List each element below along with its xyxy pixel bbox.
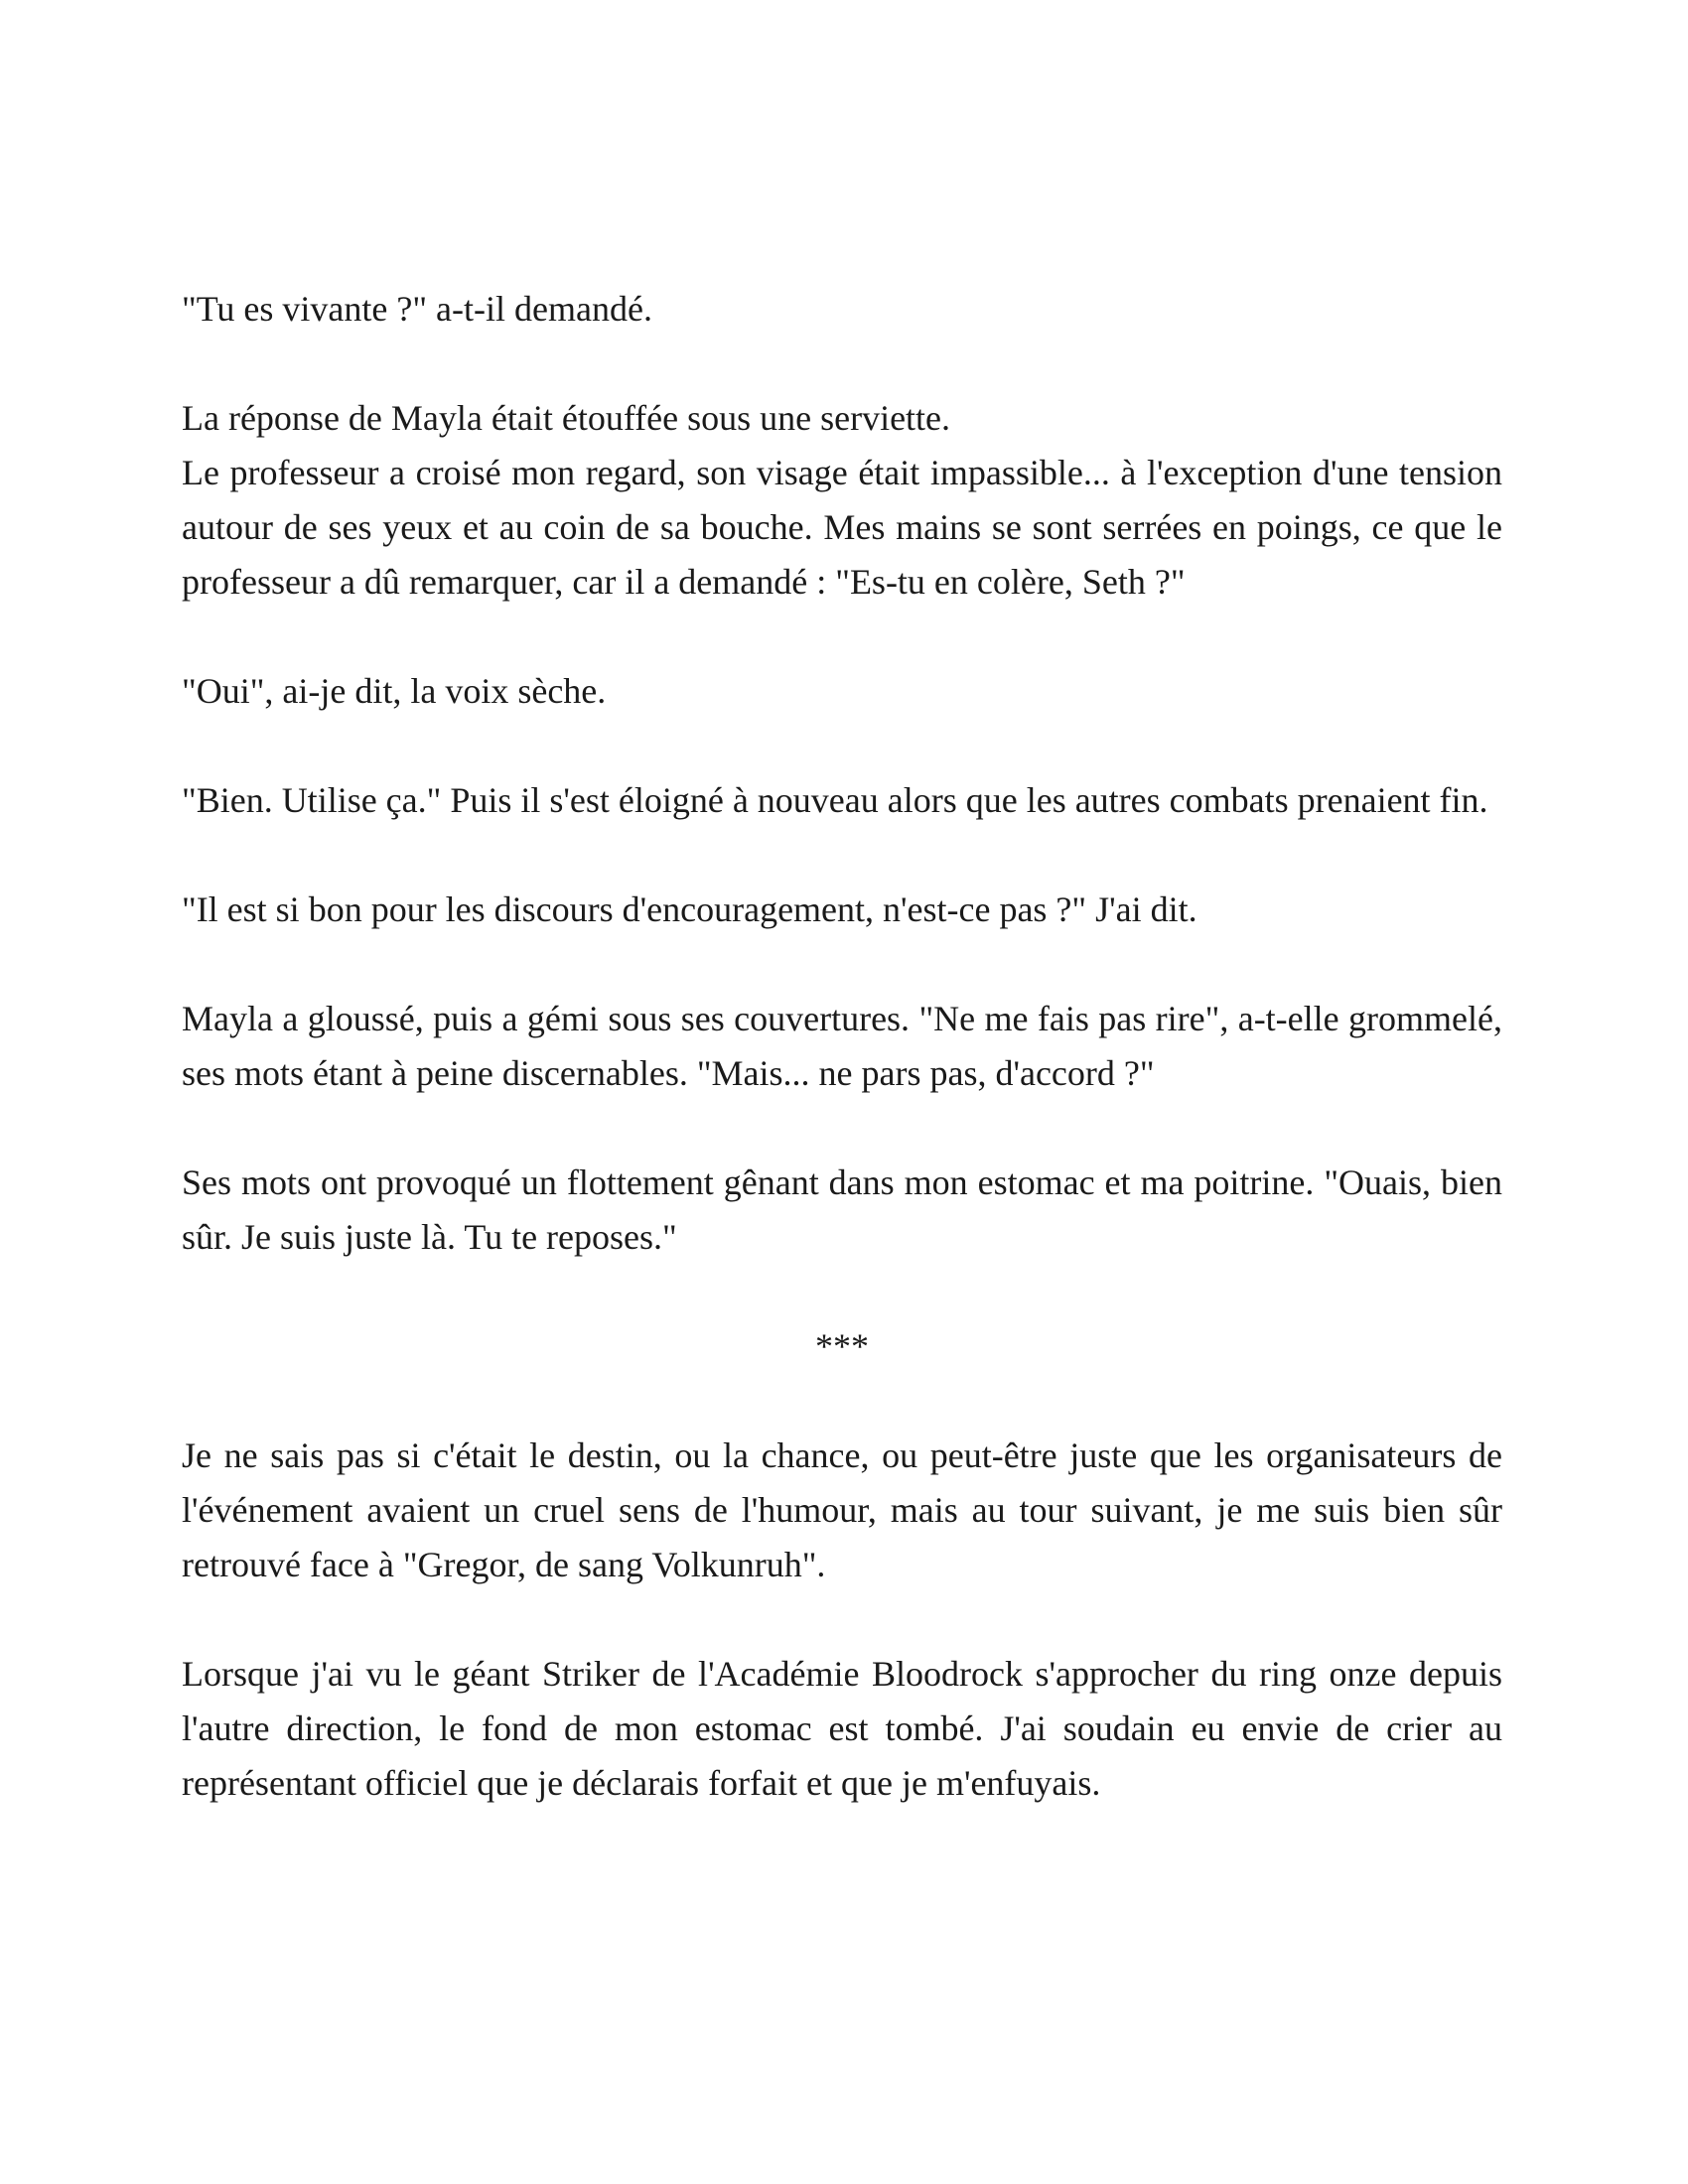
paragraph-striker: Lorsque j'ai vu le géant Striker de l'Académie Bloodrock s'approcher du ring onze depuis l'autre direction, le fond de mon estomac est tombé. J'ai soudain eu envie de crier au représentant officiel que je déclarais forfait et que je m'enfuyais. bbox=[182, 1654, 1502, 1803]
document-page bbox=[182, 282, 1502, 1811]
paragraph-oui: "Oui", ai-je dit, la voix sèche. bbox=[182, 671, 607, 711]
paragraph-question: "Tu es vivante ?" a-t-il demandé. bbox=[182, 289, 652, 329]
section-separator: *** bbox=[815, 1326, 869, 1366]
paragraph-mayla-giggle: Mayla a gloussé, puis a gémi sous ses couvertures. "Ne me fais pas rire", a-t-elle grommelé, ses mots étant à peine discernables. "Mais... ne pars pas, d'accord ?" bbox=[182, 999, 1502, 1093]
paragraph-utilise: "Bien. Utilise ça." Puis il s'est éloigné à nouveau alors que les autres combats prenaient fin. bbox=[182, 780, 1488, 820]
paragraph-encouragement: "Il est si bon pour les discours d'encouragement, n'est-ce pas ?" J'ai dit. bbox=[182, 889, 1197, 929]
paragraph-flottement: Ses mots ont provoqué un flottement gênant dans mon estomac et ma poitrine. "Ouais, bien sûr. Je suis juste là. Tu te reposes." bbox=[182, 1162, 1502, 1257]
paragraph-destin: Je ne sais pas si c'était le destin, ou la chance, ou peut-être juste que les organisateurs de l'événement avaient un cruel sens de l'humour, mais au tour suivant, je me suis bien sûr retrouvé face à "Gregor, de sang Volkunruh". bbox=[182, 1435, 1502, 1584]
paragraph-professor-gaze: Le professeur a croisé mon regard, son visage était impassible... à l'exception d'une tension autour de ses yeux et au coin de sa bouche. Mes mains se sont serrées en poings, ce que le professeur a dû remarquer, car il a demandé : "Es-tu en colère, Seth ?" bbox=[182, 453, 1502, 602]
paragraph-mayla-response: La réponse de Mayla était étouffée sous une serviette. bbox=[182, 398, 951, 438]
